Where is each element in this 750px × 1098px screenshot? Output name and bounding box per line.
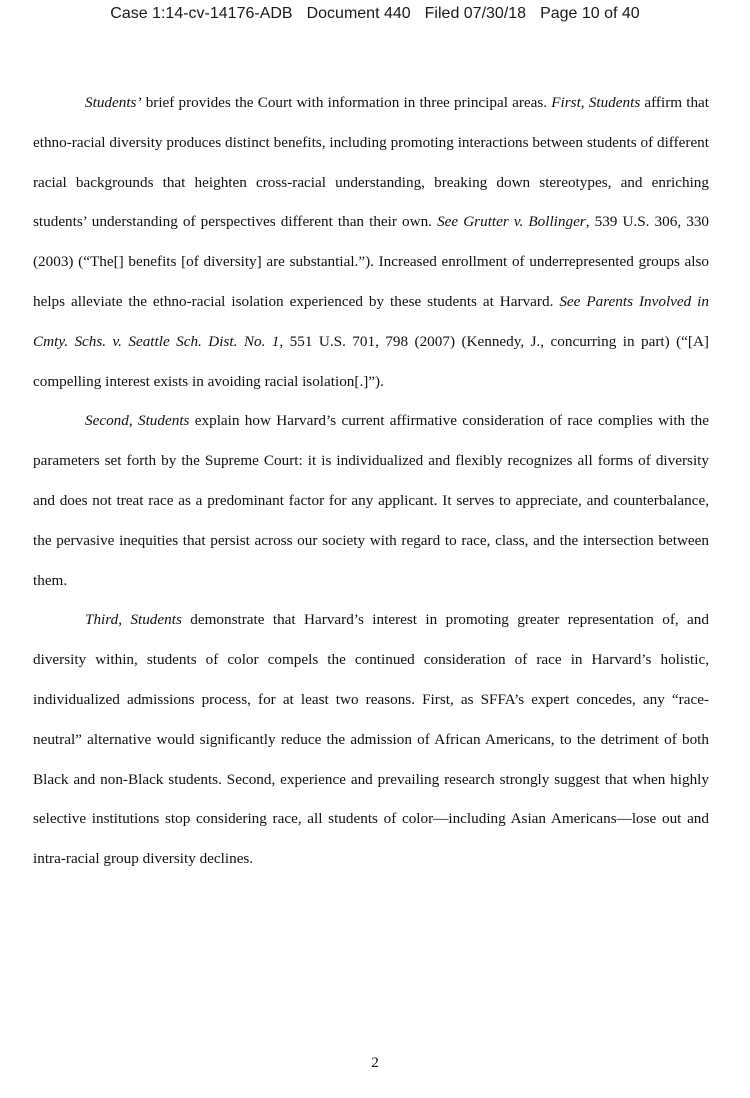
italic-text: Students xyxy=(137,412,190,430)
case-header xyxy=(0,5,750,23)
body-text-span: , 539 U.S. 306, 330 (2003) (“The[] benefits [of diversity] are substantial.”). Increased enrollment of underrepresented groups also helps alleviate the ethno-racial isolation experienced by these students at Harvard. xyxy=(33,213,710,310)
body-text-span: affirm that ethno-racial diversity produces distinct benefits, including promoting interactions between students of different racial backgrounds that heighten cross-racial understanding, breaking down stereotypes, and enriching students’ understanding of perspectives different than their own. xyxy=(33,94,709,231)
body-text-span: , xyxy=(118,611,131,629)
body-text-span: demonstrate that Harvard’s interest in promoting greater representation of, and diversity within, students of color compels the continued consideration of race in Harvard’s holistic, individualized admissions process, for at least two reasons. First, as SFFA’s expert concedes, any “race-neutral” alternative would significantly reduce the admission of African Americans, to the detriment of both Black and non-Black students. Second, experience and prevailing research strongly suggest that when highly selective institutions stop considering race, all students of color—including Asian Americans—lose out and intra-racial group diversity declines. xyxy=(33,611,709,868)
body-text-span: , 551 U.S. 701, 798 (2007) (Kennedy, J., concurring in part) (“[A] compelling interest exists in avoiding racial isolation[.]”). xyxy=(33,332,709,390)
document-body xyxy=(33,83,709,879)
case-citation: See Grutter v. Bollinger xyxy=(437,213,586,231)
paragraph-1 xyxy=(33,83,709,401)
italic-text: Students’ xyxy=(85,94,142,111)
body-text-span: explain how Harvard’s current affirmative consideration of race complies with the parameters set forth by the Supreme Court: it is individualized and flexibly recognizes all forms of diversity and does not treat race as a predominant factor for any applicant. It serves to appreciate, and counterbalance, the pervasive inequities that persist across our society with regard to race, class, and the intersection between them. xyxy=(33,412,710,589)
italic-text: Students xyxy=(588,94,641,111)
case-number: Case 1:14-cv-14176-ADB xyxy=(110,5,293,22)
body-text-span: , xyxy=(128,412,138,430)
body-text-span: , xyxy=(580,94,589,111)
case-citation: See Parents Involved in Cmty. Schs. v. Seattle Sch. Dist. No. 1 xyxy=(33,292,709,350)
paragraph-3 xyxy=(33,600,709,879)
italic-text: Students xyxy=(130,611,182,629)
page-indicator: Page 10 of 40 xyxy=(540,5,640,22)
page-number: 2 xyxy=(371,1054,379,1071)
italic-text: Second xyxy=(85,412,129,430)
filed-date: Filed 07/30/18 xyxy=(424,5,527,22)
italic-text: First xyxy=(551,94,581,111)
body-text-span: brief provides the Court with information in three principal areas. xyxy=(141,94,552,111)
italic-text: Third xyxy=(85,611,119,629)
document-number: Document 440 xyxy=(306,5,411,22)
paragraph-2 xyxy=(33,401,709,600)
